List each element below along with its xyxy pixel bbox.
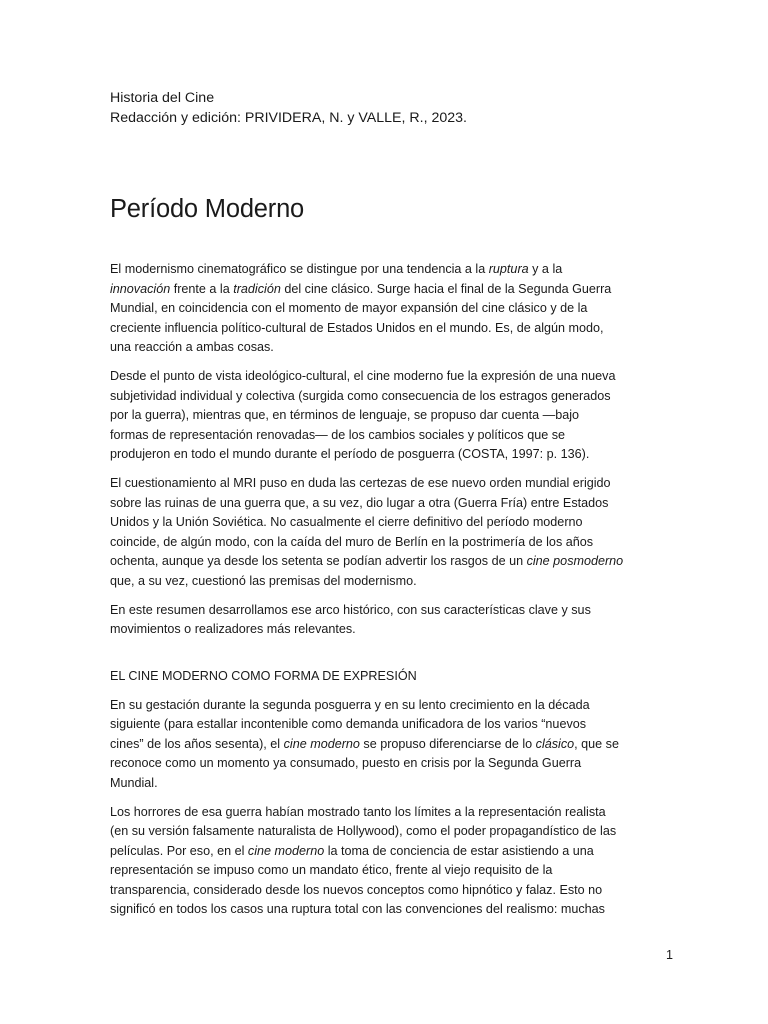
text-line	[110, 774, 676, 794]
editorial-credit: Redacción y edición: PRIVIDERA, N. y VALLE, R., 2023.	[110, 110, 467, 126]
text-line	[110, 406, 676, 426]
text-run: reconoce como un momento ya consumado, puesto en crisis por la Segunda Guerra	[110, 756, 582, 770]
text-line	[110, 260, 676, 280]
text-run: cines” de los años sesenta), el	[110, 736, 284, 751]
italic-term: ruptura	[488, 262, 529, 276]
text-run: En su gestación durante la segunda posguerra y en su lento crecimiento en la década	[110, 697, 590, 712]
text-line	[110, 367, 676, 387]
text-line	[110, 513, 676, 533]
text-line	[110, 552, 676, 572]
text-line	[110, 338, 676, 358]
text-line	[110, 842, 676, 862]
italic-term: cine posmoderno	[526, 554, 624, 568]
text-run: y a la	[528, 262, 563, 276]
text-run: produjeron en todo el mundo durante el período de posguerra (COSTA, 1997: p. 136).	[110, 447, 590, 461]
text-run: coincide, de algún modo, con la caída del muro de Berlín en la postrimería de los años	[110, 534, 594, 549]
text-line	[110, 299, 676, 319]
text-run: sobre las ruinas de una guerra que, a su vez, dio lugar a otra (Guerra Fría) entre Estados	[110, 495, 609, 510]
paragraph	[110, 474, 676, 591]
section-heading: EL CINE MODERNO COMO FORMA DE EXPRESIÓN	[110, 668, 417, 683]
text-line	[110, 900, 676, 920]
text-line	[110, 735, 676, 755]
text-run: que, a su vez, cuestionó las premisas del modernismo.	[110, 573, 417, 588]
text-run: se propuso diferenciarse de lo	[359, 736, 536, 751]
text-line	[110, 474, 676, 494]
text-run: del cine clásico. Surge hacia el final de la Segunda Guerra	[280, 281, 612, 296]
course-title: Historia del Cine	[110, 90, 215, 106]
document-header	[110, 88, 676, 128]
paragraph	[110, 367, 676, 465]
section-paragraphs	[110, 696, 676, 920]
intro-paragraphs	[110, 260, 676, 640]
text-run: El cuestionamiento al MRI puso en duda las certezas de ese nuevo orden mundial erigido	[110, 476, 611, 490]
text-run: En este resumen desarrollamos ese arco histórico, con sus características clave y sus	[110, 602, 591, 617]
italic-term: cine moderno	[247, 843, 325, 858]
intro-body	[110, 260, 676, 920]
text-line	[110, 620, 676, 640]
text-run: Los horrores de esa guerra habían mostrado tanto los límites a la representación realista	[110, 804, 606, 819]
text-run: creciente influencia político-cultural de Estados Unidos en el mundo. Es, de algún modo,	[110, 320, 604, 335]
paragraph	[110, 696, 676, 794]
text-run: transparencia, considerado desde los nuevos conceptos como hipnótico y falaz. Esto no	[110, 882, 603, 897]
text-run: Desde el punto de vista ideológico-cultural, el cine moderno fue la expresión de una nueva	[110, 369, 616, 383]
text-run: significó en todos los casos una ruptura total con las convenciones del realismo: muchas	[110, 902, 605, 916]
text-line	[110, 881, 676, 901]
text-run: por la guerra), mientras que, en términos de lenguaje, se propuso dar cuenta —bajo	[110, 408, 580, 422]
page-title: Período Moderno	[110, 195, 305, 223]
text-run: (en su versión falsamente naturalista de Hollywood), como el poder propagandístico de las	[110, 824, 617, 838]
text-run: , que se	[574, 736, 619, 751]
text-line	[110, 754, 676, 774]
text-run: subjetividad individual y colectiva (surgida como consecuencia de los estragos generados	[110, 388, 611, 403]
text-run: frente a la	[170, 281, 234, 296]
text-run: formas de representación renovadas— de los cambios sociales y políticos que se	[110, 427, 566, 442]
text-line	[110, 494, 676, 514]
text-line	[110, 822, 676, 842]
text-line	[110, 426, 676, 446]
text-line	[110, 280, 676, 300]
paragraph	[110, 803, 676, 920]
text-run: representación se impuso como un mandato ético, frente al viejo requisito de la	[110, 863, 553, 877]
text-line	[110, 601, 676, 621]
text-run: Unidos y la Unión Soviética. No casualmente el cierre definitivo del período moderno	[110, 515, 583, 529]
text-line	[110, 861, 676, 881]
text-run: la toma de conciencia de estar asistiendo a una	[324, 843, 594, 858]
text-line	[110, 715, 676, 735]
page-number: 1	[666, 948, 674, 962]
text-line	[110, 803, 676, 823]
text-run: movimientos o realizadores más relevantes.	[110, 622, 356, 636]
paragraph	[110, 260, 676, 358]
text-line	[110, 696, 676, 716]
italic-term: clásico	[535, 736, 575, 751]
text-run: Mundial, en coincidencia con el momento de mayor expansión del cine clásico y de la	[110, 301, 588, 315]
paragraph	[110, 601, 676, 640]
italic-term: tradición	[233, 281, 281, 296]
text-run: películas. Por eso, en el	[110, 843, 248, 858]
text-line	[110, 533, 676, 553]
italic-term: innovación	[110, 281, 171, 296]
italic-term: cine moderno	[283, 736, 360, 751]
text-run: Mundial.	[110, 775, 158, 790]
text-line	[110, 445, 676, 465]
text-line	[110, 319, 676, 339]
text-line	[110, 572, 676, 592]
text-run: ochenta, aunque ya desde los setenta se podían advertir los rasgos de un	[110, 554, 527, 568]
page-content	[110, 88, 676, 929]
text-line	[110, 387, 676, 407]
text-run: una reacción a ambas cosas.	[110, 340, 274, 354]
text-run: siguiente (para estallar incontenible como demanda unificadora de los varios “nuevos	[110, 717, 587, 731]
text-run: El modernismo cinematográfico se distingue por una tendencia a la	[110, 262, 489, 276]
